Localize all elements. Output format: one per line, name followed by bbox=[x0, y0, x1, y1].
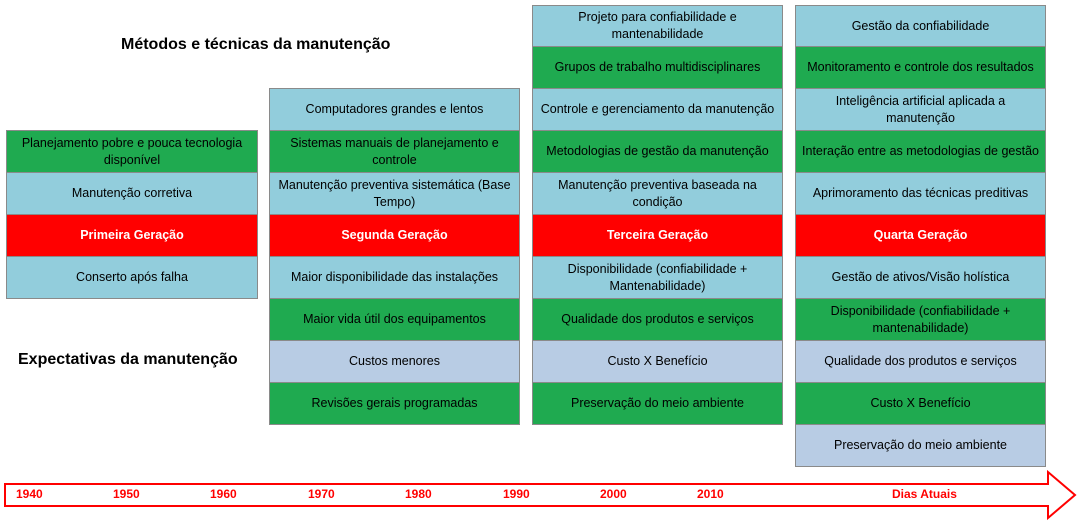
gen1-method-2: Manutenção corretiva bbox=[6, 172, 258, 215]
year-label-current: Dias Atuais bbox=[892, 487, 957, 501]
gen4-expectation-2: Disponibilidade (confiabilidade + mantenabilidade) bbox=[795, 298, 1046, 341]
gen1-header: Primeira Geração bbox=[6, 214, 258, 257]
gen4-method-3: Inteligência artificial aplicada a manutenção bbox=[795, 88, 1046, 131]
gen4-method-5: Aprimoramento das técnicas preditivas bbox=[795, 172, 1046, 215]
gen4-method-1: Gestão da confiabilidade bbox=[795, 5, 1046, 47]
gen2-method-2: Sistemas manuais de planejamento e controle bbox=[269, 130, 520, 173]
expectations-title: Expectativas da manutenção bbox=[18, 351, 238, 368]
gen3-expectation-3: Custo X Benefício bbox=[532, 340, 783, 383]
gen3-header: Terceira Geração bbox=[532, 214, 783, 257]
year-label: 1980 bbox=[405, 487, 432, 501]
gen3-method-3: Controle e gerenciamento da manutenção bbox=[532, 88, 783, 131]
methods-title: Métodos e técnicas da manutenção bbox=[121, 36, 391, 53]
year-label: 1990 bbox=[503, 487, 530, 501]
gen3-method-5: Manutenção preventiva baseada na condição bbox=[532, 172, 783, 215]
gen4-method-2: Monitoramento e controle dos resultados bbox=[795, 46, 1046, 89]
gen4-header: Quarta Geração bbox=[795, 214, 1046, 257]
gen3-expectation-4: Preservação do meio ambiente bbox=[532, 382, 783, 425]
gen2-expectation-3: Custos menores bbox=[269, 340, 520, 383]
gen1-expectation-1: Conserto após falha bbox=[6, 256, 258, 299]
gen3-expectation-1: Disponibilidade (confiabilidade + Mantenabilidade) bbox=[532, 256, 783, 299]
gen3-method-4: Metodologias de gestão da manutenção bbox=[532, 130, 783, 173]
gen4-method-4: Interação entre as metodologias de gestão bbox=[795, 130, 1046, 173]
gen2-method-3: Manutenção preventiva sistemática (Base Tempo) bbox=[269, 172, 520, 215]
gen2-header: Segunda Geração bbox=[269, 214, 520, 257]
gen3-method-1: Projeto para confiabilidade e mantenabilidade bbox=[532, 5, 783, 47]
gen3-expectation-2: Qualidade dos produtos e serviços bbox=[532, 298, 783, 341]
gen3-method-2: Grupos de trabalho multidisciplinares bbox=[532, 46, 783, 89]
year-label: 2010 bbox=[697, 487, 724, 501]
gen2-method-1: Computadores grandes e lentos bbox=[269, 88, 520, 131]
gen2-expectation-1: Maior disponibilidade das instalações bbox=[269, 256, 520, 299]
gen2-expectation-2: Maior vida útil dos equipamentos bbox=[269, 298, 520, 341]
gen4-expectation-5: Preservação do meio ambiente bbox=[795, 424, 1046, 467]
gen4-expectation-3: Qualidade dos produtos e serviços bbox=[795, 340, 1046, 383]
gen4-expectation-4: Custo X Benefício bbox=[795, 382, 1046, 425]
year-label: 2000 bbox=[600, 487, 627, 501]
year-label: 1960 bbox=[210, 487, 237, 501]
gen1-method-1: Planejamento pobre e pouca tecnologia disponível bbox=[6, 130, 258, 173]
year-label: 1950 bbox=[113, 487, 140, 501]
gen4-expectation-1: Gestão de ativos/Visão holística bbox=[795, 256, 1046, 299]
gen2-expectation-4: Revisões gerais programadas bbox=[269, 382, 520, 425]
year-label: 1940 bbox=[16, 487, 43, 501]
year-label: 1970 bbox=[308, 487, 335, 501]
